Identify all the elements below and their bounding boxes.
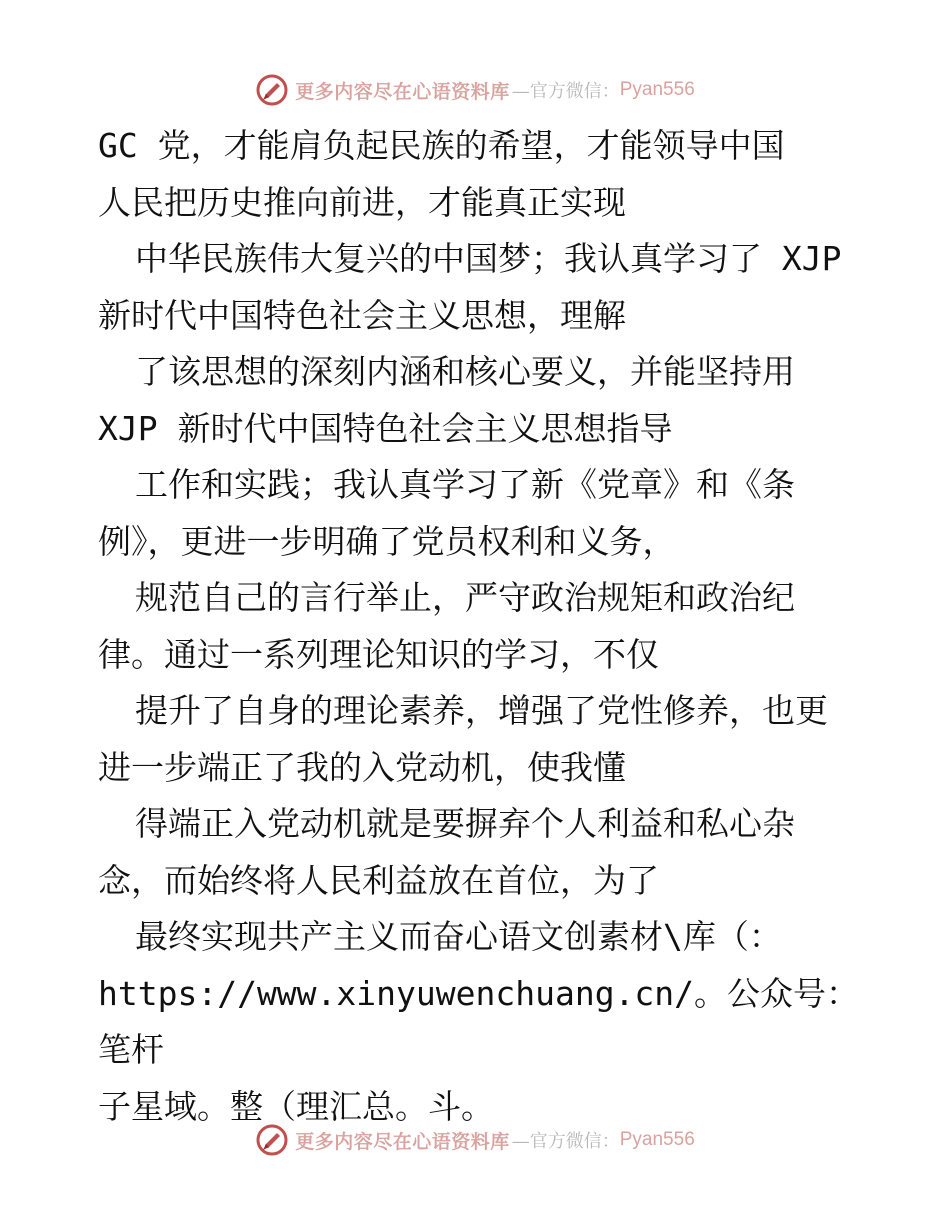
document-body bbox=[98, 118, 868, 1135]
body-line: 中华民族伟大复兴的中国梦；我认真学习了 XJP bbox=[135, 239, 842, 278]
body-line: 律。通过一系列理论知识的学习，不仅 bbox=[98, 634, 659, 674]
body-line: 念，而始终将人民利益放在首位，为了 bbox=[98, 860, 659, 900]
header-contact-label: —官方微信： bbox=[511, 81, 620, 102]
footer-promo-text: 更多内容尽在心语资料库 bbox=[295, 1130, 510, 1153]
header-wechat-id: Pyan556 bbox=[619, 79, 695, 100]
body-line: XJP 新时代中国特色社会主义思想指导 bbox=[98, 408, 673, 448]
body-line: 工作和实践；我认真学习了新《党章》和《条 bbox=[135, 465, 795, 504]
body-line: GC 党，才能肩负起民族的希望，才能领导中国 bbox=[98, 126, 785, 165]
footer-contact-label: —官方微信： bbox=[511, 1131, 620, 1152]
body-line: 人民把历史推向前进，才能真正实现 bbox=[98, 182, 626, 222]
pen-logo-icon bbox=[255, 73, 289, 107]
footer-watermark-banner bbox=[0, 1120, 950, 1160]
footer-wechat-id: Pyan556 bbox=[619, 1129, 695, 1150]
body-line: 例》，更进一步明确了党员权利和义务， bbox=[98, 521, 676, 561]
body-line: 新时代中国特色社会主义思想，理解 bbox=[98, 295, 626, 335]
body-line: 了该思想的深刻内涵和核心要义，并能坚持用 bbox=[135, 352, 795, 391]
header-promo-text: 更多内容尽在心语资料库 bbox=[295, 80, 510, 103]
body-line: 提升了自身的理论素养，增强了党性修养，也更 bbox=[135, 691, 828, 730]
body-line: https://www.xinyuwenchuang.cn/。公众号：笔杆 bbox=[98, 973, 860, 1069]
body-line: 进一步端正了我的入党动机，使我懂 bbox=[98, 747, 626, 787]
pen-logo-icon bbox=[255, 1123, 289, 1157]
body-line: 得端正入党动机就是要摒弃个人利益和私心杂 bbox=[135, 804, 795, 843]
body-line: 规范自己的言行举止，严守政治规矩和政治纪 bbox=[135, 578, 795, 617]
header-watermark-banner bbox=[0, 70, 950, 110]
body-line: 子星域。整（理汇总。斗。 bbox=[98, 1086, 494, 1126]
body-line: 最终实现共产主义而奋心语文创素材\库（： bbox=[135, 917, 782, 956]
